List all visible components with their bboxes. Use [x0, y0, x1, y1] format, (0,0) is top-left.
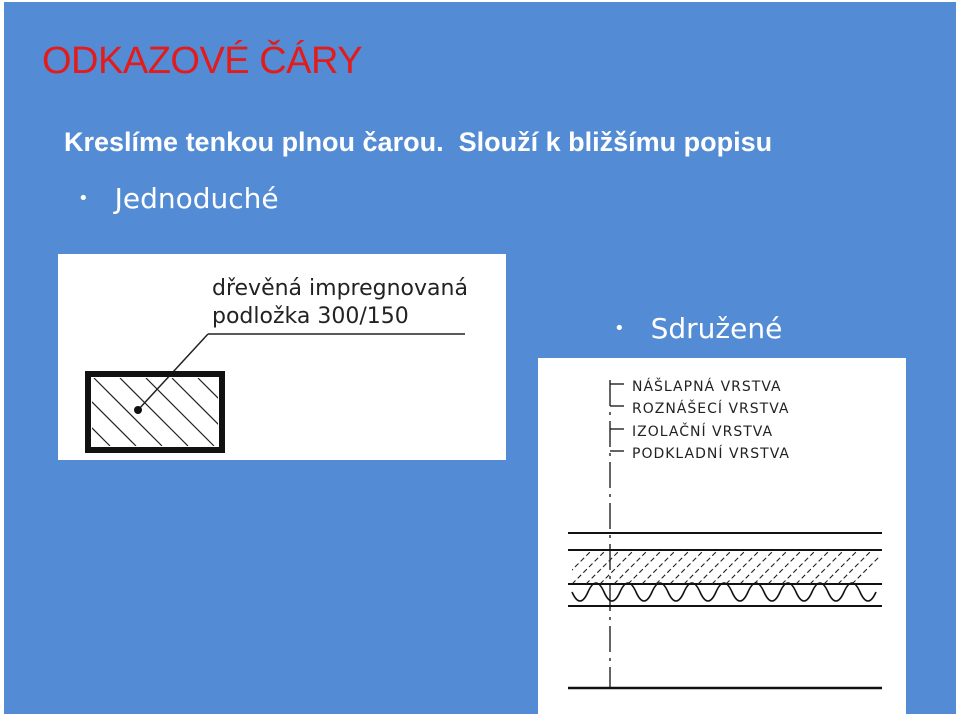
figure-combined-drawing: [538, 358, 906, 714]
bullet-combined: [614, 312, 782, 345]
bullet-combined-label: Sdružené: [650, 312, 783, 345]
subtitle-part-a: Kreslíme tenkou plnou čarou.: [64, 127, 444, 157]
leader-dot: [134, 406, 142, 414]
figure-combined-leader: [538, 358, 906, 714]
bullet-simple-label: Jednoduché: [114, 182, 279, 215]
layer-label-1: NÁŠLAPNÁ VRSTVA: [632, 379, 782, 395]
insulation-wave: [572, 583, 876, 601]
figure-simple-text-1: dřevěná impregnovaná: [212, 276, 468, 301]
layer-label-2: ROZNÁŠECÍ VRSTVA: [632, 401, 790, 417]
bullet-dot-icon: •: [614, 318, 625, 339]
figure-simple-drawing: [58, 254, 506, 460]
bullet-simple: [78, 182, 279, 215]
subtitle-part-b: Slouží k bližšímu popisu: [458, 127, 773, 157]
figure-simple-text-2: podložka 300/150: [212, 304, 409, 329]
slide-subtitle: [64, 127, 772, 158]
layer-hatch: [558, 550, 886, 584]
layer-label-3: IZOLAČNÍ VRSTVA: [632, 424, 774, 440]
layer-label-4: PODKLADNÍ VRSTVA: [632, 446, 790, 462]
slide-title: ODKAZOVÉ ČÁRY: [42, 40, 363, 82]
bullet-dot-icon: •: [78, 188, 89, 209]
figure-simple-leader: [58, 254, 506, 460]
